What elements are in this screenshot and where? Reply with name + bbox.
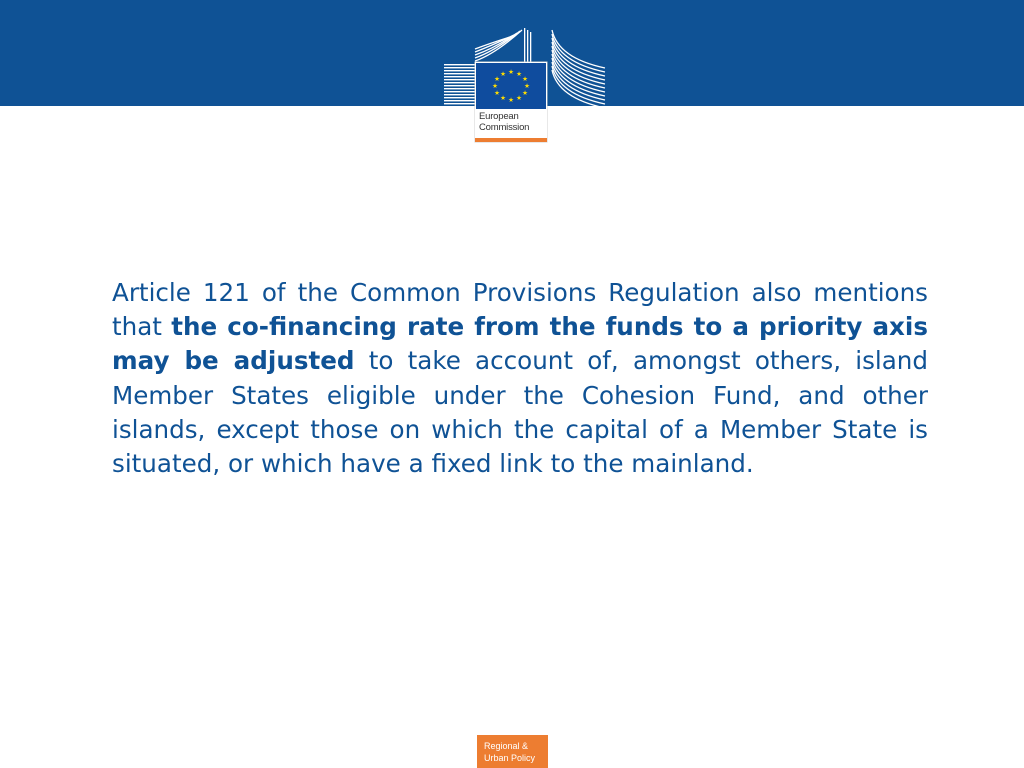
logo-orange-stripe xyxy=(475,138,547,142)
svg-text:★: ★ xyxy=(516,70,522,78)
badge-line-1: Regional & xyxy=(484,741,529,751)
paragraph-lead: Article 121 of the Common Provisions Regulation also mentions that xyxy=(112,278,928,342)
badge-line-2: Urban Policy xyxy=(484,752,536,763)
regional-urban-policy-badge xyxy=(477,735,548,768)
paragraph-tail: to take account of, amongst others, island Member States eligible under the Cohesion Fund, and other islands, except those on which the capital of a Member State is situated, or which have a fixed link to the mainland. xyxy=(112,346,928,479)
svg-text:★: ★ xyxy=(524,82,530,90)
logo-card xyxy=(475,62,547,142)
svg-text:★: ★ xyxy=(508,96,514,104)
svg-text:★: ★ xyxy=(522,75,528,83)
svg-text:★: ★ xyxy=(516,94,522,102)
svg-text:★: ★ xyxy=(492,82,498,90)
logo-wordmark xyxy=(479,111,529,133)
european-commission-logo xyxy=(440,28,608,144)
svg-text:★: ★ xyxy=(500,70,506,78)
svg-text:★: ★ xyxy=(508,68,514,76)
svg-text:★: ★ xyxy=(494,89,500,97)
svg-text:★: ★ xyxy=(494,75,500,83)
eu-flag-icon xyxy=(476,63,546,109)
logo-line-1: European xyxy=(479,111,519,122)
body-paragraph xyxy=(112,276,928,481)
logo-line-2: Commission xyxy=(479,122,530,133)
svg-text:★: ★ xyxy=(522,89,528,97)
paragraph-emphasis: the co-financing rate from the funds to a priority axis may be adjusted xyxy=(112,312,928,376)
svg-text:★: ★ xyxy=(500,94,506,102)
